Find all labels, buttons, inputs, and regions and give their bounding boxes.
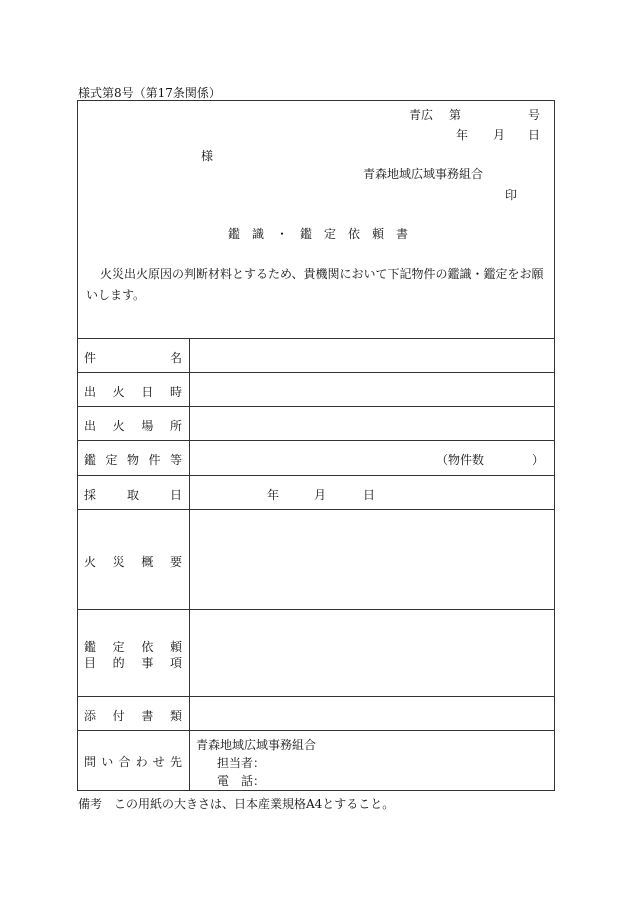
label-appraisal-items: 鑑 定 物 件 等: [84, 453, 182, 467]
collection-month: 月: [314, 488, 327, 502]
label-fire-datetime: 出 火 日 時: [84, 385, 182, 399]
reference-dai: 第: [449, 108, 462, 122]
document-title: 鑑 識 ・ 鑑 定 依 頼 書: [228, 227, 409, 241]
date-day: 日: [528, 128, 541, 142]
item-count-open: （物件数: [436, 453, 485, 467]
row-divider: [78, 696, 554, 697]
reference-prefix: 青広: [409, 108, 434, 122]
label-contact: 問 い 合 わ せ 先: [84, 755, 182, 769]
request-paragraph: 火災出火原因の判断材料とするため、貴機関において下記物件の鑑識・鑑定をお願いします。: [86, 267, 544, 302]
contact-person-label: 担当者：: [217, 756, 266, 770]
label-appraisal-purpose-line1: 鑑 定 依 頼: [84, 640, 182, 654]
date-year: 年: [456, 128, 469, 142]
row-divider: [78, 730, 554, 731]
reference-go: 号: [528, 108, 541, 122]
row-divider: [78, 338, 554, 339]
collection-day: 日: [363, 488, 376, 502]
label-collection-date: 採 取 日: [84, 488, 182, 502]
form-number: 様式第8号（第17条関係）: [78, 86, 221, 100]
item-count-close: ）: [532, 453, 545, 467]
collection-year: 年: [267, 488, 280, 502]
row-divider: [78, 406, 554, 407]
row-divider: [78, 440, 554, 441]
label-fire-location: 出 火 場 所: [84, 419, 182, 433]
contact-phone-label: 電 話：: [217, 774, 266, 788]
contact-organization: 青森地域広域事務組合: [196, 738, 317, 752]
label-item-name: 件 名: [84, 351, 182, 365]
row-divider: [78, 372, 554, 373]
row-divider: [78, 609, 554, 610]
label-appraisal-purpose-line2: 目 的 事 項: [84, 656, 182, 670]
row-divider: [78, 475, 554, 476]
row-divider: [78, 509, 554, 510]
request-form: [77, 100, 555, 791]
column-divider: [189, 339, 190, 790]
addressee-suffix: 様: [201, 149, 214, 163]
label-attachments: 添 付 書 類: [84, 709, 182, 723]
date-month: 月: [493, 128, 506, 142]
sender-organization: 青森地域広域事務組合: [363, 167, 484, 181]
remarks-note: 備考 この用紙の大きさは、日本産業規格A4とすること。: [78, 797, 395, 811]
label-fire-summary: 火 災 概 要: [84, 555, 182, 569]
seal-mark: 印: [505, 188, 518, 202]
